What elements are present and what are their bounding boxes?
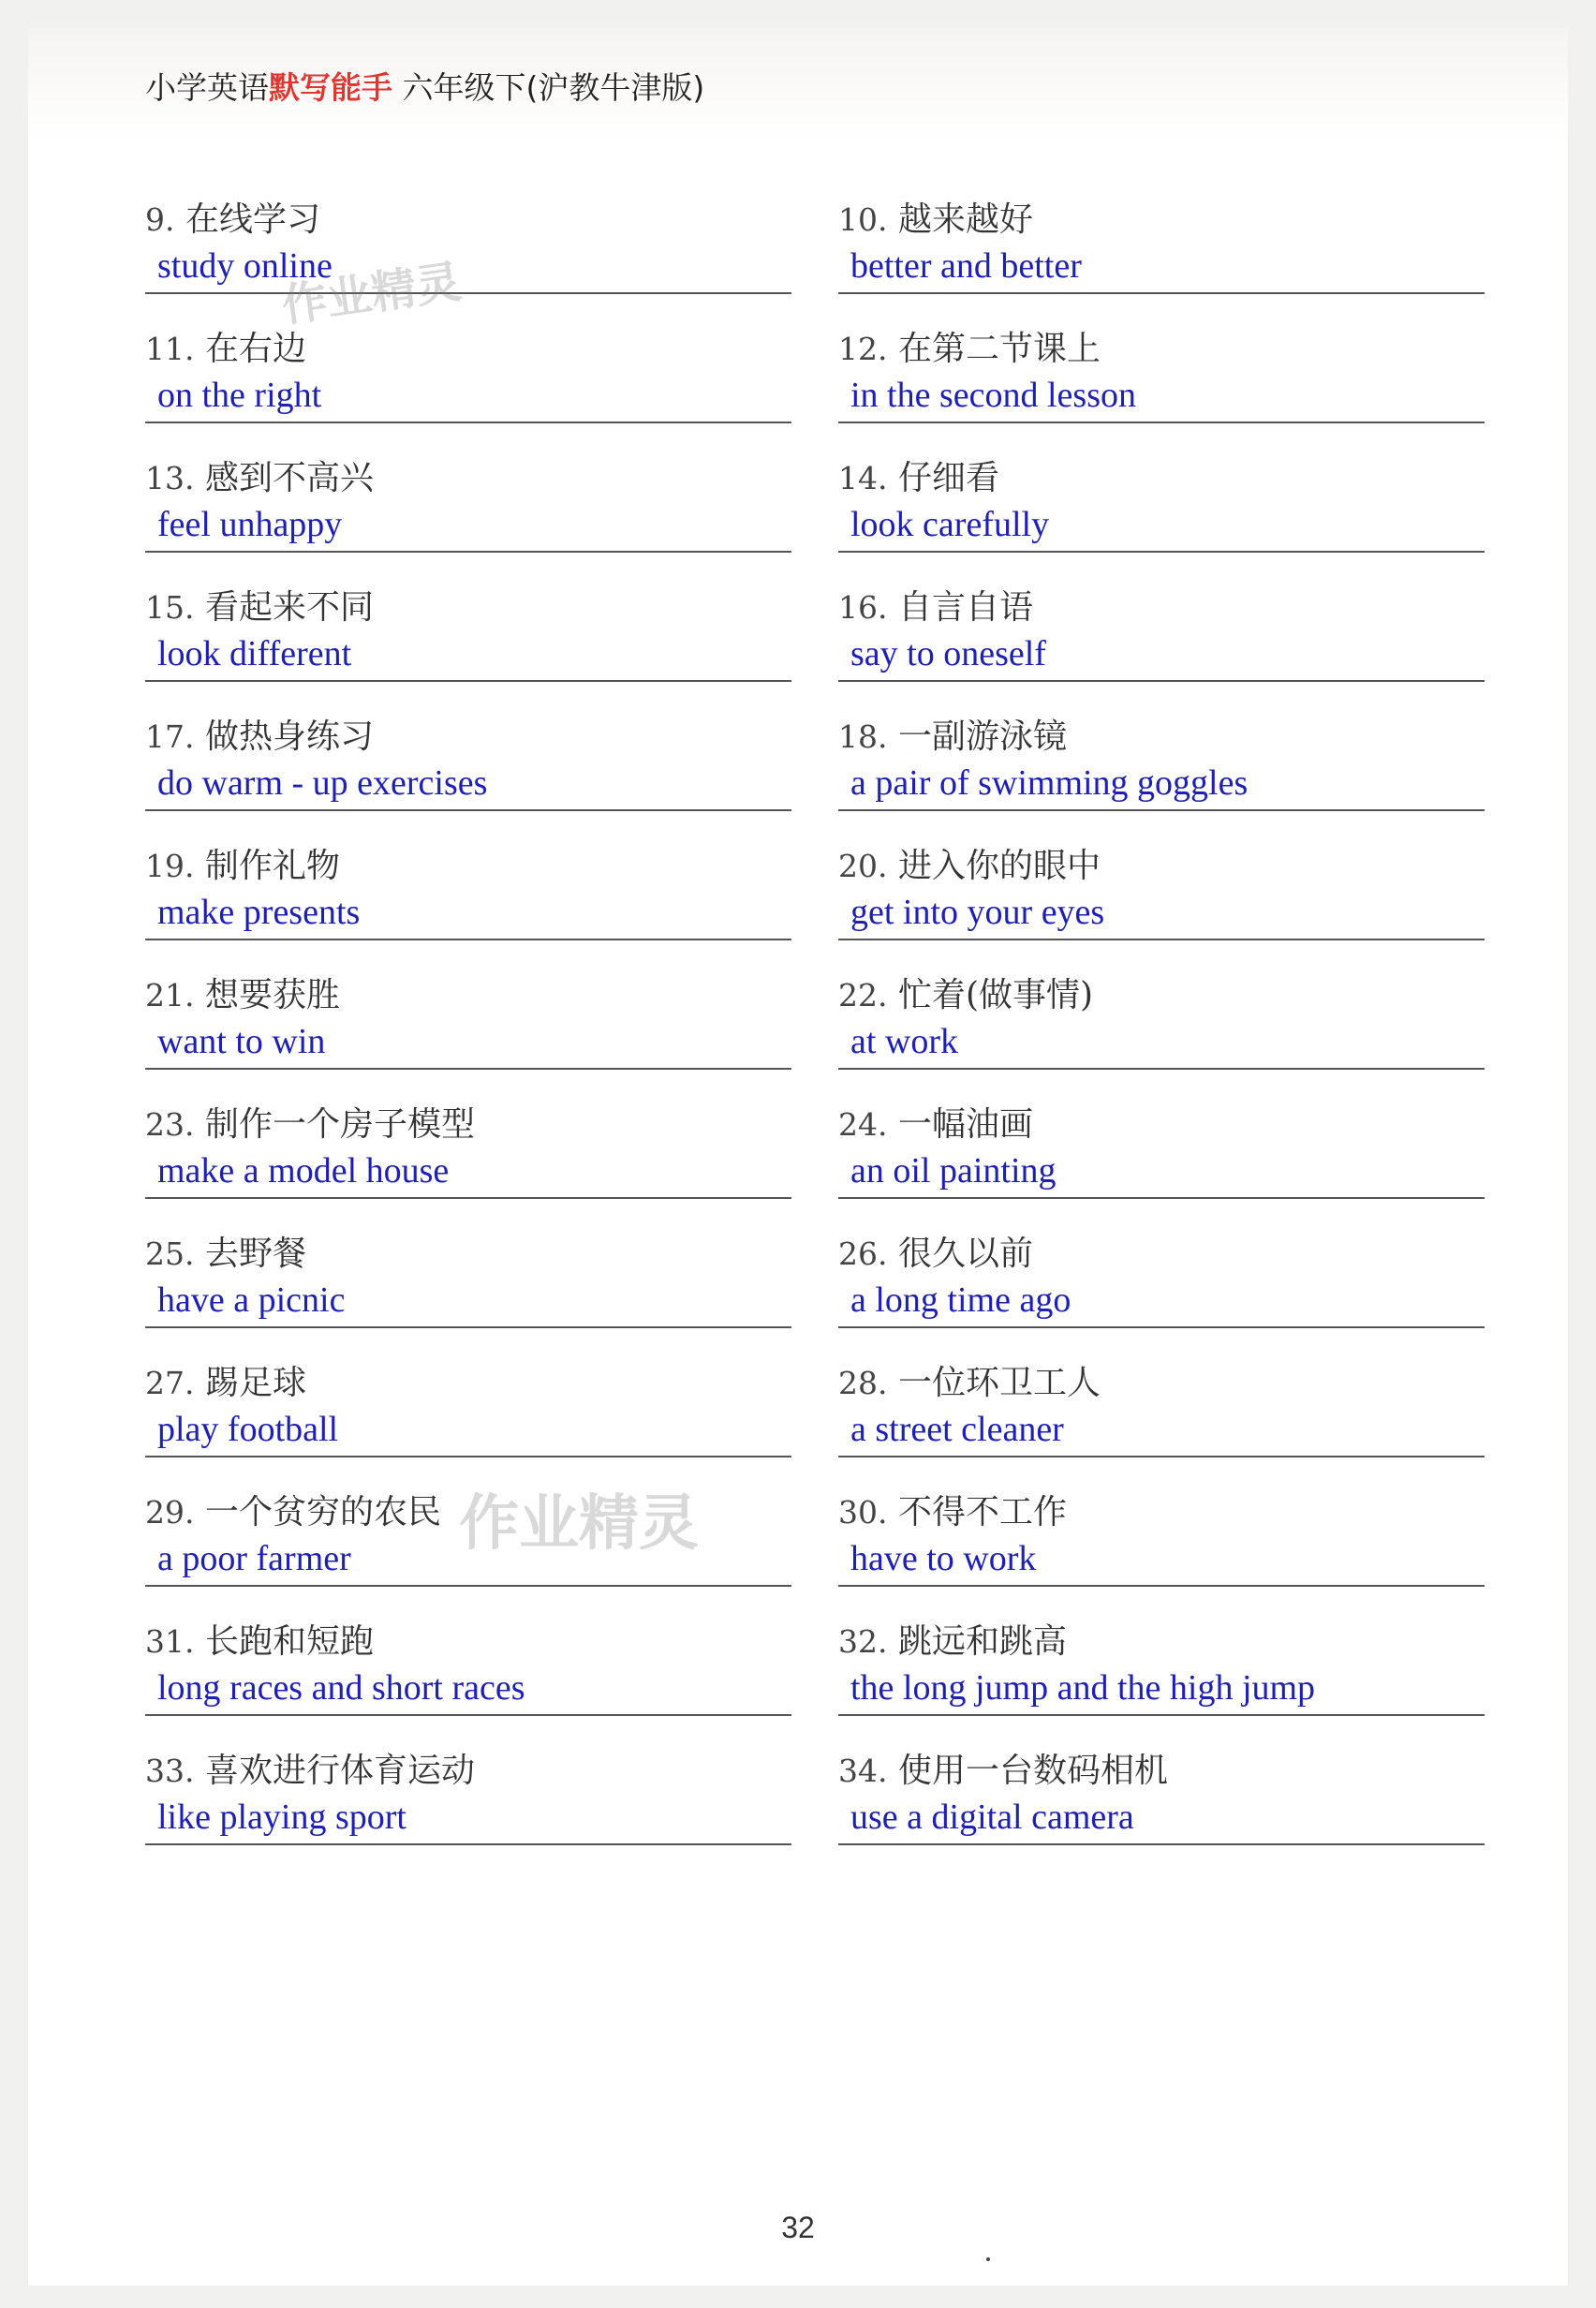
answer-line — [145, 292, 791, 294]
chinese-phrase: 进入你的眼中 — [897, 847, 1101, 885]
english-answer: feel unhappy — [157, 505, 343, 544]
chinese-prompt — [145, 451, 374, 499]
answer-line — [838, 422, 1485, 423]
chinese-phrase: 想要获胜 — [204, 976, 340, 1014]
exercise-item — [838, 1471, 1485, 1600]
english-answer: get into your eyes — [850, 893, 1105, 932]
english-answer: play football — [157, 1410, 339, 1449]
chinese-phrase: 踢足球 — [204, 1364, 306, 1402]
english-answer: say to oneself — [850, 634, 1046, 673]
english-answer: a pair of swimming goggles — [850, 763, 1249, 803]
exercise-item — [145, 1212, 791, 1341]
exercise-item — [838, 954, 1485, 1083]
chinese-prompt — [145, 1615, 374, 1663]
page — [28, 28, 1568, 2286]
english-answer: have a picnic — [157, 1280, 346, 1320]
chinese-prompt — [145, 322, 306, 370]
chinese-phrase: 自言自语 — [897, 588, 1033, 627]
answer-line — [838, 292, 1485, 294]
english-answer: make a model house — [157, 1151, 450, 1191]
english-answer: have to work — [850, 1539, 1037, 1578]
chinese-prompt — [145, 1227, 306, 1275]
item-number: 33. — [145, 1753, 195, 1789]
book-title-prefix: 小学英语 — [145, 69, 269, 106]
answer-line — [145, 1585, 791, 1587]
english-answer: the long jump and the high jump — [850, 1668, 1316, 1708]
exercise-item — [838, 1083, 1485, 1212]
item-number: 13. — [145, 460, 195, 496]
book-title-suffix: 六年级下(沪教牛津版) — [402, 69, 705, 106]
chinese-phrase: 不得不工作 — [897, 1493, 1067, 1531]
english-answer: look carefully — [850, 505, 1050, 544]
english-answer: an oil painting — [850, 1151, 1057, 1191]
chinese-prompt — [145, 839, 340, 887]
exercise-item — [838, 1212, 1485, 1341]
chinese-phrase: 长跑和短跑 — [204, 1622, 374, 1661]
item-number: 27. — [145, 1365, 195, 1401]
exercise-item — [838, 695, 1485, 824]
answer-line — [838, 1585, 1485, 1587]
chinese-prompt — [145, 710, 374, 758]
chinese-prompt — [145, 193, 320, 241]
chinese-phrase: 忙着(做事情) — [897, 976, 1094, 1014]
chinese-phrase: 一幅油画 — [897, 1105, 1033, 1144]
english-answer: look different — [157, 634, 352, 673]
chinese-phrase: 做热身练习 — [204, 718, 374, 756]
english-answer: on the right — [157, 376, 322, 415]
item-number: 9. — [145, 201, 175, 238]
english-answer: use a digital camera — [850, 1798, 1134, 1837]
chinese-phrase: 看起来不同 — [204, 588, 374, 627]
chinese-phrase: 去野餐 — [204, 1235, 306, 1273]
chinese-phrase: 制作礼物 — [204, 847, 340, 885]
exercise-item — [838, 307, 1485, 436]
item-number: 21. — [145, 977, 195, 1013]
item-number: 30. — [838, 1494, 888, 1531]
exercise-item — [145, 307, 791, 436]
book-brand: 默写能手 — [269, 69, 392, 106]
item-number: 12. — [838, 331, 888, 367]
chinese-phrase: 一位环卫工人 — [897, 1364, 1101, 1402]
answer-line — [145, 1714, 791, 1716]
answer-line — [838, 809, 1485, 811]
item-number: 25. — [145, 1235, 195, 1272]
exercise-item — [838, 436, 1485, 566]
exercise-item — [145, 566, 791, 695]
item-number: 26. — [838, 1235, 888, 1272]
chinese-prompt — [838, 1486, 1067, 1533]
english-answer: at work — [850, 1022, 959, 1061]
chinese-phrase: 越来越好 — [897, 200, 1033, 239]
english-answer: like playing sport — [157, 1798, 406, 1837]
chinese-prompt — [838, 839, 1101, 887]
chinese-phrase: 仔细看 — [897, 459, 999, 497]
chinese-phrase: 感到不高兴 — [204, 459, 374, 497]
answer-line — [838, 939, 1485, 940]
item-number: 24. — [838, 1106, 888, 1143]
exercise-item — [145, 1083, 791, 1212]
english-answer: do warm - up exercises — [157, 763, 488, 803]
chinese-prompt — [838, 1615, 1067, 1663]
english-answer: better and better — [850, 246, 1082, 286]
exercise-item — [838, 1600, 1485, 1729]
answer-line — [145, 1456, 791, 1457]
chinese-phrase: 在右边 — [204, 330, 306, 368]
chinese-prompt — [145, 581, 374, 629]
item-number: 16. — [838, 589, 888, 626]
item-number: 10. — [838, 201, 888, 238]
chinese-phrase: 一副游泳镜 — [897, 718, 1067, 756]
exercise-item — [145, 178, 791, 307]
item-number: 28. — [838, 1365, 888, 1401]
chinese-prompt — [145, 1744, 475, 1792]
watermark: 作业精灵 — [459, 1489, 699, 1559]
chinese-phrase: 使用一台数码相机 — [897, 1752, 1168, 1790]
chinese-prompt — [838, 581, 1033, 629]
answer-line — [145, 680, 791, 682]
answer-line — [838, 1197, 1485, 1199]
english-answer: long races and short races — [157, 1668, 525, 1708]
answer-line — [838, 680, 1485, 682]
page-header — [28, 28, 1568, 141]
english-answer: a street cleaner — [850, 1410, 1064, 1449]
english-answer: a poor farmer — [157, 1539, 351, 1578]
chinese-prompt — [145, 1486, 441, 1533]
item-number: 34. — [838, 1753, 888, 1789]
item-number: 18. — [838, 718, 888, 755]
item-number: 20. — [838, 848, 888, 884]
english-answer: study online — [157, 246, 332, 286]
exercise-item — [145, 1729, 791, 1858]
answer-line — [145, 551, 791, 553]
chinese-prompt — [838, 322, 1101, 370]
chinese-prompt — [838, 1227, 1033, 1275]
chinese-prompt — [838, 969, 1093, 1016]
answer-line — [838, 551, 1485, 553]
answer-line — [145, 1197, 791, 1199]
answer-line — [145, 1843, 791, 1845]
chinese-phrase: 在线学习 — [185, 200, 320, 239]
item-number: 22. — [838, 977, 888, 1013]
chinese-phrase: 很久以前 — [897, 1235, 1033, 1273]
exercise-item — [838, 1341, 1485, 1471]
chinese-phrase: 在第二节课上 — [897, 330, 1101, 368]
answer-line — [838, 1456, 1485, 1457]
exercise-grid — [145, 178, 1485, 1858]
answer-line — [838, 1714, 1485, 1716]
exercise-item — [145, 954, 791, 1083]
exercise-item — [838, 824, 1485, 954]
chinese-prompt — [838, 451, 999, 499]
english-answer: in the second lesson — [850, 376, 1137, 415]
item-number: 19. — [145, 848, 195, 884]
answer-line — [838, 1843, 1485, 1845]
watermark: 作业精灵 — [278, 255, 465, 333]
exercise-item — [838, 178, 1485, 307]
exercise-item — [838, 566, 1485, 695]
item-number: 29. — [145, 1494, 195, 1531]
answer-line — [838, 1068, 1485, 1070]
item-number: 32. — [838, 1623, 888, 1660]
exercise-item — [145, 695, 791, 824]
chinese-phrase: 跳远和跳高 — [897, 1622, 1067, 1661]
item-number: 23. — [145, 1106, 195, 1143]
item-number: 31. — [145, 1623, 195, 1660]
english-answer: want to win — [157, 1022, 326, 1061]
chinese-prompt — [838, 1744, 1168, 1792]
english-answer: a long time ago — [850, 1280, 1071, 1320]
answer-line — [145, 1068, 791, 1070]
chinese-prompt — [145, 969, 340, 1016]
chinese-phrase: 一个贫穷的农民 — [204, 1493, 441, 1531]
chinese-prompt — [145, 1356, 306, 1404]
chinese-prompt — [145, 1098, 475, 1146]
answer-line — [145, 939, 791, 940]
chinese-prompt — [838, 193, 1033, 241]
exercise-item — [838, 1729, 1485, 1858]
chinese-prompt — [838, 1098, 1033, 1146]
exercise-item — [145, 824, 791, 954]
item-number: 14. — [838, 460, 888, 496]
exercise-item — [145, 436, 791, 566]
dot-mark — [986, 2257, 990, 2261]
chinese-prompt — [838, 1356, 1101, 1404]
exercise-item — [145, 1600, 791, 1729]
item-number: 15. — [145, 589, 195, 626]
book-title — [145, 64, 704, 108]
answer-line — [145, 1326, 791, 1328]
answer-line — [145, 809, 791, 811]
exercise-item — [145, 1341, 791, 1471]
page-number: 32 — [781, 2211, 815, 2244]
chinese-phrase: 喜欢进行体育运动 — [204, 1752, 475, 1790]
english-answer: make presents — [157, 893, 361, 932]
chinese-prompt — [838, 710, 1067, 758]
item-number: 17. — [145, 718, 195, 755]
item-number: 11. — [145, 331, 195, 367]
answer-line — [145, 422, 791, 423]
chinese-phrase: 制作一个房子模型 — [204, 1105, 475, 1144]
answer-line — [838, 1326, 1485, 1328]
